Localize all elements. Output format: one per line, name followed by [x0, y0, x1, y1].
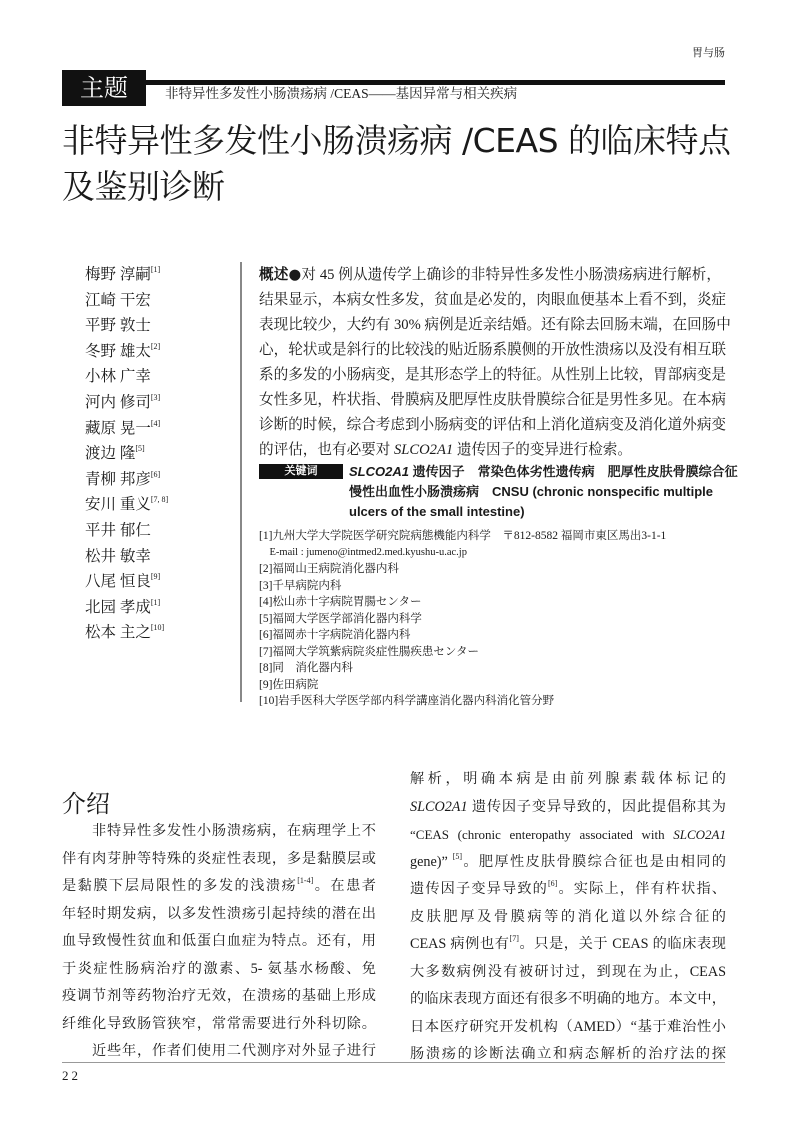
author-list — [85, 262, 168, 646]
abstract-line: 心，轮状或是斜行的比较浅的贴近肠系膜侧的开放性溃疡以及没有相互联 — [259, 342, 727, 358]
abstract-line: 结果显示，本病女性多发，贫血是必发的，肉眼血便基本上看不到，炎症 — [259, 292, 727, 308]
text-line: “CEAS (chronic enteropathy associated with SLCO2A1 — [410, 827, 726, 842]
affiliation-ref: [4] — [150, 418, 161, 428]
text-line: CEAS 病例也有[7]。只是，关于 CEAS 的临床表现 — [410, 934, 726, 952]
author: 河内 修司[3] — [85, 392, 161, 411]
text-line: 大多数病例没有被研讨过，到现在为止，CEAS — [410, 963, 726, 980]
author: 江崎 干宏 — [85, 291, 151, 309]
keywords-label: 关键词 — [259, 464, 343, 479]
author: 平井 郁仁 — [85, 521, 151, 539]
affiliation-ref: [1] — [150, 265, 161, 274]
text-line: 是黏膜下层局限性的多发的浅溃疡[1-4]。在患者 — [62, 876, 376, 894]
keywords-line: ulcers of the small intestine) — [349, 504, 525, 519]
section-heading: 介绍 — [62, 790, 110, 818]
text-line: 皮肤肥厚及骨膜病等的消化道以外综合征的 — [410, 908, 726, 925]
affiliation-ref: [9] — [150, 572, 161, 582]
text-line: 纤维化导致肠管狭窄，常常需要进行外科切除。 — [62, 1015, 376, 1032]
author: 梅野 淳嗣[1] — [85, 265, 161, 283]
abstract-label: 概述● — [259, 266, 302, 283]
affiliation: [4]松山赤十字病院胃腸センター — [259, 596, 422, 608]
affiliation: [9]佐田病院 — [259, 678, 319, 691]
text-line: 日本医疗研究开发机构（AMED）“基于难治性小 — [410, 1018, 726, 1035]
affiliation-ref: [7, 8] — [150, 495, 169, 505]
text-line: 肠溃疡的诊断法确立和病态解析的治疗法的探 — [410, 1046, 726, 1062]
text-line: 伴有肉芽肿等特殊的炎症性表现，多是黏膜层或 — [62, 850, 376, 867]
keyword-gene: SLCO2A1 — [349, 464, 409, 479]
author: 北园 孝成[1] — [85, 597, 161, 616]
text-line: 非特异性多发性小肠溃疡病，在病理学上不 — [62, 823, 376, 839]
abstract-line: 系的多发的小肠病变，是其形态学上的特征。从性别上比较，胃部病变是 — [259, 367, 727, 383]
text-line: 遗传因子变异导致的[6]。实际上，伴有杵状指、 — [410, 879, 726, 897]
citation: [1-4] — [297, 876, 314, 885]
affiliation-ref: [1] — [150, 597, 161, 607]
theme-label: 主题 — [62, 70, 146, 106]
intro-left-column — [62, 818, 376, 1066]
affiliation-ref: [6] — [150, 469, 161, 479]
affiliation: [3]千早病院内科 — [259, 579, 342, 592]
author: 藏原 晃一[4] — [85, 418, 161, 437]
abstract-line: 表现比较少，大约有 30% 病例是近亲结婚。还有除去回肠末端，在回肠中 — [259, 317, 731, 333]
footer-rule — [62, 1062, 725, 1063]
journal-name: 胃与肠 — [692, 47, 725, 59]
affiliation: [1]九州大学大学院医学研究院病態機能内科学 〒812-8582 福岡市東区馬出3-1-1 — [259, 530, 667, 542]
affiliations — [259, 528, 666, 710]
affiliation: [2]福岡山王病院消化器内科 — [259, 563, 399, 575]
text-line: 的临床表现方面还有很多不明确的地方。本文中， — [410, 991, 726, 1007]
author: 渡边 隆[5] — [85, 444, 145, 463]
author: 冬野 雄太[2] — [85, 341, 161, 360]
affiliation: [6]福岡赤十字病院消化器内科 — [259, 629, 411, 641]
author: 安川 重义[7, 8] — [85, 495, 169, 514]
keywords — [259, 462, 738, 524]
affiliation-ref: [5] — [135, 444, 145, 454]
text-line: 血导致慢性贫血和低蛋白血症为特点。还有，用 — [62, 933, 376, 949]
affiliation: [5]福岡大学医学部消化器内科学 — [259, 612, 422, 625]
abstract-line: 诊断的时候，综合考虑到小肠病变的评估和上消化道病变及消化道外病变 — [259, 417, 727, 433]
author: 松井 敏幸 — [85, 547, 151, 565]
keywords-text: 遗传因子 常染色体劣性遗传病 肥厚性皮肤骨膜综合征 — [408, 464, 738, 479]
text-line: 解析，明确本病是由前列腺素载体标记的 — [410, 771, 726, 787]
author: 青柳 邦彦[6] — [85, 469, 161, 488]
theme-subtitle: 非特异性多发性小肠溃疡病 /CEAS——基因异常与相关疾病 — [165, 86, 518, 101]
text-line: 年轻时期发病，以多发性溃疡引起持续的潜在出 — [62, 905, 376, 922]
intro-right-column — [410, 766, 726, 1069]
author: 松本 主之[10] — [85, 623, 165, 642]
affiliation-ref: [10] — [150, 623, 165, 633]
text-line: 近些年，作者们使用二代测序对外显子进行 — [62, 1043, 376, 1059]
affiliation-ref: [2] — [150, 341, 161, 351]
text-line: SLCO2A1 遗传因子变异导致的，因此提倡称其为 — [410, 798, 726, 815]
author: 小林 广幸 — [85, 368, 151, 386]
divider — [240, 262, 242, 702]
title-line: 及鉴别诊断 — [62, 167, 225, 206]
text-line: gene)” [5]。肥厚性皮肤骨膜综合征也是由相同的 — [410, 851, 726, 870]
title-line: 非特异性多发性小肠溃疡病 /CEAS 的临床特点 — [62, 121, 731, 160]
abstract-line: 女性多见，杵状指、骨膜病及肥厚性皮肤骨膜综合征是男性多见。在本病 — [259, 392, 727, 408]
keywords-line — [349, 462, 738, 482]
abstract — [259, 262, 731, 463]
keywords-line: 慢性出血性小肠溃疡病 CNSU (chronic nonspecific multiple — [349, 484, 714, 499]
text-line: 于炎症性肠病治疗的激素、5- 氨基水杨酸、免 — [62, 960, 376, 977]
affiliation: [10]岩手医科大学医学部内科学講座消化器内科消化管分野 — [259, 695, 555, 707]
text-line: 疫调节剂等药物治疗无效，在溃疡的基础上形成 — [62, 988, 376, 1004]
article-title — [62, 118, 731, 210]
author: 平野 敦士 — [85, 317, 151, 335]
page-number: 22 — [62, 1068, 81, 1083]
abstract-line: 概述●对 45 例从遗传学上确诊的非特异性多发性小肠溃疡病进行解析， — [259, 266, 721, 283]
affiliation-ref: [3] — [150, 392, 161, 402]
affiliation: E-mail : jumeno@intmed2.med.kyushu-u.ac.jp — [259, 546, 467, 558]
abstract-line: 的评估，也有必要对 SLCO2A1 遗传因子的变异进行检索。 — [259, 442, 632, 458]
author: 八尾 恒良[9] — [85, 572, 161, 591]
affiliation: [7]福岡大学筑紫病院炎症性腸疾患センター — [259, 645, 479, 658]
affiliation: [8]同 消化器内科 — [259, 662, 353, 674]
